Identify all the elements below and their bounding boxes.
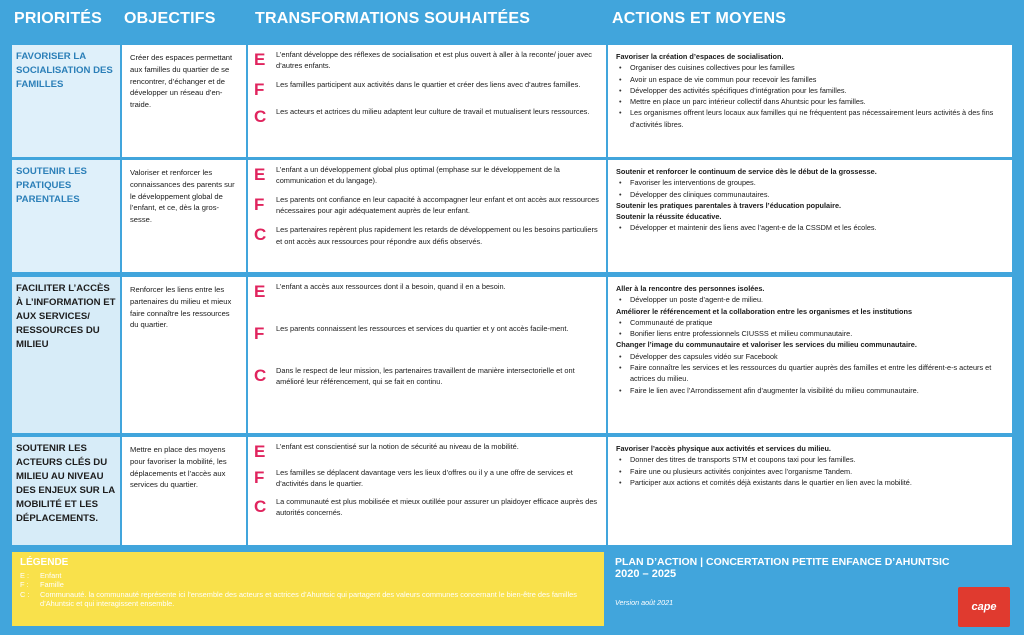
transformations-cell bbox=[248, 160, 606, 272]
action-list bbox=[616, 351, 1004, 396]
legend-item bbox=[20, 590, 596, 609]
transformation-text: L’enfant développe des réflexes de socialisation et est plus ouvert à aller à la reconte/ jouer avec d’autres enfants. bbox=[276, 50, 592, 71]
cape-logo: cape bbox=[958, 587, 1010, 627]
transformation-letter: C bbox=[254, 497, 267, 517]
action-list bbox=[616, 454, 1004, 488]
action-heading: Soutenir la réussite éducative. bbox=[616, 212, 722, 222]
action-item: • Participer aux actions et comités déjà existants dans le quartier en lien avec la mobilité. bbox=[626, 477, 1004, 488]
action-heading: Soutenir les pratiques parentales à travers l’éducation populaire. bbox=[616, 200, 842, 210]
transformations-cell bbox=[248, 437, 606, 545]
header-actions: ACTIONS ET MOYENS bbox=[612, 10, 787, 27]
objective-text: Mettre en place des moyens pour favoriser la mobilité, les déplacements et l’accès aux services du quartier. bbox=[130, 445, 227, 490]
objective-cell bbox=[122, 45, 246, 157]
plan-years: 2020 – 2025 bbox=[615, 568, 677, 581]
transformations-cell bbox=[248, 277, 606, 433]
action-item: • Développer un poste d’agent-e de milieu. bbox=[626, 294, 1004, 305]
transformation-text: La communauté est plus mobilisée et mieux outillée pour assurer un plaidoyer efficace auprès des autorités concernés. bbox=[276, 497, 598, 518]
transformation-text: Les parents connaissent les ressources et services du quartier et y ont accès facile-ment. bbox=[276, 324, 569, 333]
legend-text: Famille bbox=[40, 580, 64, 590]
transformation-text: Dans le respect de leur mission, les partenaires travaillent de manière intersectorielle et ont amélioré leur référencement, qui se fait en continu. bbox=[276, 366, 575, 387]
transformation-item bbox=[254, 281, 600, 300]
action-list bbox=[616, 294, 1004, 305]
transformation-letter: C bbox=[254, 107, 267, 127]
legend-item bbox=[20, 571, 596, 580]
objective-cell bbox=[122, 437, 246, 545]
transformation-text: L’enfant a accès aux ressources dont il a besoin, quand il en a besoin. bbox=[276, 282, 506, 291]
plan-title: PLAN D’ACTION | CONCERTATION PETITE ENFANCE D’AHUNTSIC bbox=[615, 556, 950, 568]
header-transformations: TRANSFORMATIONS SOUHAITÉES bbox=[255, 10, 531, 27]
action-item: • Faire le lien avec l’Arrondissement afin d’augmenter la visibilité du milieu communautaire. bbox=[626, 385, 1004, 396]
actions-cell bbox=[608, 277, 1012, 433]
transformation-text: L’enfant a un développement global plus optimal (emphase sur le développement de la communication et du langage). bbox=[276, 165, 560, 186]
transformation-letter: F bbox=[254, 468, 265, 487]
objective-text: Renforcer les liens entre les partenaires du milieu et mieux faire connaître les ressources du quartier. bbox=[130, 285, 232, 330]
transformation-text: Les acteurs et actrices du milieu adaptent leur culture de travail et mutualisent leurs ressources. bbox=[276, 107, 590, 117]
action-item: • Bonifier liens entre professionnels CIUSSS et milieu communautaire. bbox=[626, 328, 1004, 339]
action-list bbox=[616, 317, 1004, 340]
transformations-cell bbox=[248, 45, 606, 157]
priority-text: SOUTENIR LES ACTEURS CLÉS DU MILIEU AU NIVEAU DES ENJEUX SUR LA MOBILITÉ ET LES DÉPLACEMENTS. bbox=[16, 443, 115, 524]
version-label: Version août 2021 bbox=[615, 598, 674, 607]
legend-text: Communauté. la communauté représente ici l’ensemble des acteurs et actrices d’Ahuntsic qui partagent des valeurs communes concernant le bien-être des familles d’Ahuntsic et qui interagissent ensemble. bbox=[40, 589, 577, 608]
objective-cell bbox=[122, 277, 246, 433]
priority-cell bbox=[12, 45, 120, 157]
transformation-letter: E bbox=[254, 442, 266, 461]
action-heading: Favoriser la création d’espaces de socialisation. bbox=[616, 52, 784, 61]
transformation-item bbox=[254, 323, 600, 342]
action-item: • Faire connaître les services et les ressources du quartier auprès des familles et entre les différent-e-s acteurs et actrices du milieu. bbox=[626, 362, 1004, 385]
action-item: • Développer des cliniques communautaires. bbox=[626, 189, 1004, 200]
action-item: • Mettre en place un parc intérieur collectif dans Ahuntsic pour les familles. bbox=[626, 96, 1004, 107]
transformation-text: L’enfant est conscientisé sur la notion de sécurité au niveau de la mobilité. bbox=[276, 442, 519, 451]
priority-text: FACILITER L’ACCÈS À L’INFORMATION ET AUX SERVICES/ RESSOURCES DU MILIEU bbox=[16, 283, 116, 350]
action-item: • Développer des capsules vidéo sur Facebook bbox=[626, 351, 1004, 362]
transformation-item bbox=[254, 467, 600, 489]
transformation-letter: F bbox=[254, 80, 265, 100]
transformation-letter: C bbox=[254, 225, 267, 245]
transformation-item bbox=[254, 79, 600, 98]
actions-cell bbox=[608, 437, 1012, 545]
transformation-item bbox=[254, 194, 600, 216]
action-list bbox=[616, 222, 1004, 233]
priority-cell bbox=[12, 277, 120, 433]
transformation-item bbox=[254, 49, 600, 71]
action-item: • Communauté de pratique bbox=[626, 317, 1004, 328]
transformation-letter: E bbox=[254, 165, 266, 184]
action-heading: Changer l’image du communautaire et valoriser les services du milieu communautaire. bbox=[616, 340, 917, 350]
priority-text: SOUTENIR LES PRATIQUES PARENTALES bbox=[16, 166, 87, 205]
objective-cell bbox=[122, 160, 246, 272]
action-item: • Favoriser les interventions de groupes. bbox=[626, 177, 1004, 188]
actions-cell bbox=[608, 45, 1012, 157]
header-objectifs: OBJECTIFS bbox=[124, 10, 216, 27]
action-item: • Donner des titres de transports STM et coupons taxi pour les familles. bbox=[626, 454, 1004, 465]
legend-key: E : bbox=[20, 571, 30, 580]
legend-key: F : bbox=[20, 580, 29, 590]
action-heading: Favoriser l’accès physique aux activités et services du milieu. bbox=[616, 444, 831, 453]
legend-box bbox=[12, 552, 604, 626]
action-item: • Développer et maintenir des liens avec l’agent-e de la CSSDM et les écoles. bbox=[626, 222, 1004, 233]
transformation-item bbox=[254, 224, 600, 246]
action-heading: Aller à la rencontre des personnes isolées. bbox=[616, 284, 765, 293]
transformation-text: Les parents ont confiance en leur capacité à accompagner leur enfant et ont accès aux ressources nécessaires pour agir adéquatement auprès de leur enfant. bbox=[276, 195, 599, 216]
legend-text: Enfant bbox=[40, 571, 62, 580]
transformation-item bbox=[254, 365, 600, 387]
legend-title: LÉGENDE bbox=[20, 557, 69, 568]
transformation-letter: F bbox=[254, 195, 265, 215]
legend-key: C : bbox=[20, 589, 30, 599]
transformation-letter: E bbox=[254, 50, 266, 69]
action-item: • Développer des activités spécifiques d’intégration pour les familles. bbox=[626, 85, 1004, 96]
action-item: • Faire une ou plusieurs activités conjointes avec l’organisme Tandem. bbox=[626, 466, 1004, 477]
header-priorites: PRIORITÉS bbox=[14, 10, 103, 27]
transformation-text: Les partenaires repèrent plus rapidement les retards de développement ou les besoins particuliers et ont accès aux ressources pour répondre aux défis observés. bbox=[276, 225, 598, 246]
action-item: • Les organismes offrent leurs locaux aux familles qui ne fréquentent pas nécessairement leurs activités à des fins d’activités libres. bbox=[626, 107, 1004, 130]
transformation-text: Les familles se déplacent davantage vers les lieux d’offres ou il y a une offre de services et d’activités dans le quartier. bbox=[276, 468, 573, 489]
action-heading: Améliorer le référencement et la collaboration entre les organismes et les institutions bbox=[616, 306, 913, 316]
objective-text: Créer des espaces permettant aux familles du quartier de se rencontrer, d’échanger et de développer un réseau d’en-traide. bbox=[130, 53, 233, 110]
transformation-item bbox=[254, 164, 600, 186]
priority-text: FAVORISER LA SOCIALISATION DES FAMILLES bbox=[16, 51, 113, 90]
action-list bbox=[616, 177, 1004, 200]
action-heading: Soutenir et renforcer le continuum de service dès le début de la grossesse. bbox=[616, 167, 877, 176]
priority-cell bbox=[12, 437, 120, 545]
objective-text: Valoriser et renforcer les connaissances des parents sur le développement global de l’enfant, et ce, dès la gros-sesse. bbox=[130, 168, 235, 225]
transformation-item bbox=[254, 106, 600, 125]
transformation-text: Les familles participent aux activités dans le quartier et créer des liens avec d’autres familles. bbox=[276, 80, 581, 90]
action-item: • Avoir un espace de vie commun pour recevoir les familles bbox=[626, 74, 1004, 85]
priority-cell bbox=[12, 160, 120, 272]
transformation-letter: E bbox=[254, 282, 266, 301]
actions-cell bbox=[608, 160, 1012, 272]
transformation-item bbox=[254, 441, 600, 460]
transformation-letter: F bbox=[254, 324, 265, 343]
legend-item bbox=[20, 580, 596, 589]
action-item: • Organiser des cuisines collectives pour les familles bbox=[626, 62, 1004, 73]
action-list bbox=[616, 62, 1004, 130]
plan-title-block bbox=[615, 556, 1015, 581]
transformation-letter: C bbox=[254, 366, 267, 385]
transformation-item bbox=[254, 496, 600, 518]
